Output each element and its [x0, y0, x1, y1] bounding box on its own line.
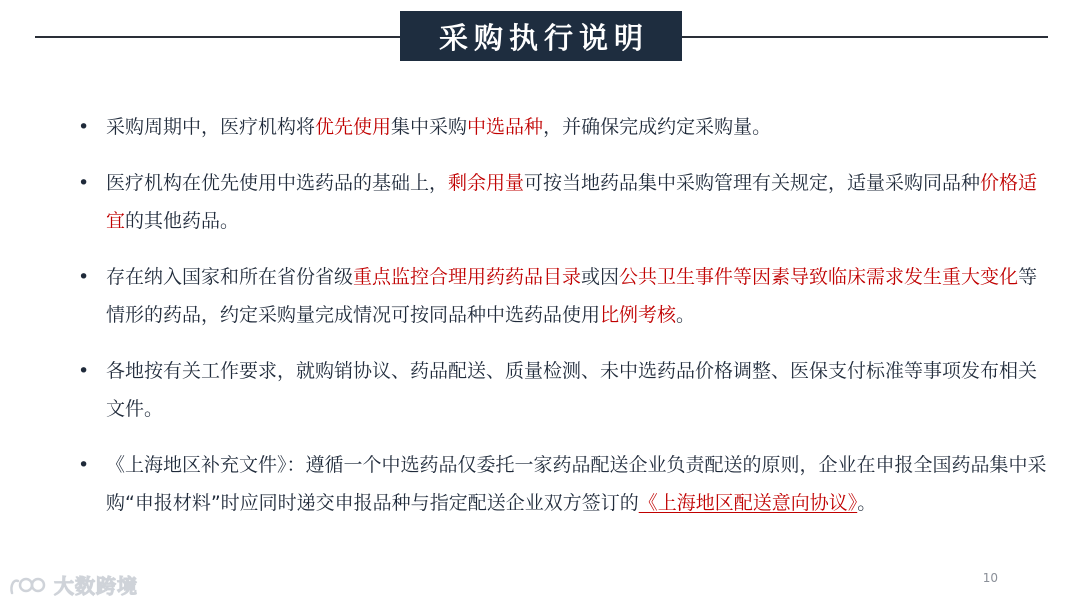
bullet-text: [106, 164, 1053, 240]
slide-title: [400, 11, 682, 61]
text-segment: 各地按有关工作要求，就购销协议、药品配送、质量检测、未中选药品价格调整、医保支付标准等事项发布相关文件。: [106, 360, 1038, 420]
bullet-text: [106, 258, 1053, 334]
text-segment: 。: [676, 304, 696, 326]
bullet-text: [106, 446, 1053, 522]
bullet-item-5: [78, 446, 1053, 522]
bullet-dot: •: [78, 172, 90, 194]
text-segment: 或因: [581, 266, 620, 288]
bullet-list: [78, 108, 1053, 540]
highlight-segment: 公共卫生事件等因素导致临床需求发生重大变化: [619, 266, 1019, 288]
bullet-item-1: [78, 108, 1053, 146]
highlight-segment: 剩余用量: [448, 172, 525, 194]
header-rule-right: [678, 36, 1048, 38]
bullet-item-3: [78, 258, 1053, 334]
text-segment: 等情形的药品，约定采购量完成情况可按同品种中选药品使用: [106, 266, 1038, 326]
text-segment: 存在纳入国家和所在省份省级: [106, 266, 354, 288]
text-segment: 采购周期中，医疗机构将: [106, 116, 316, 138]
highlight-segment: 重点监控合理用药药品目录: [353, 266, 582, 288]
text-segment: 医疗机构在优先使用中选药品的基础上，: [106, 172, 449, 194]
bullet-dot: •: [78, 116, 90, 138]
bullet-dot: •: [78, 360, 90, 382]
bullet-item-2: [78, 164, 1053, 240]
bullet-dot: •: [78, 454, 90, 476]
text-segment: ，并确保完成约定采购量。: [543, 116, 772, 138]
page-number: 10: [982, 571, 998, 585]
watermark: [8, 570, 138, 599]
highlight-segment: 优先使用: [315, 116, 392, 138]
text-segment: 可按当地药品集中采购管理有关规定，适量采购同品种: [524, 172, 981, 194]
text-segment: 。: [857, 492, 877, 514]
watermark-logo-icon: [8, 573, 48, 597]
header-rule-left: [35, 36, 405, 38]
text-segment: 《上海地区补充文件》：遵循一个中选药品仅委托一家药品配送企业负责配送的原则，企业在申报全国药品集中采购“申报材料”时应同时递交申报品种与指定配送企业双方签订的: [106, 454, 1047, 514]
bullet-text: [106, 352, 1053, 428]
highlight-segment: 价格适宜: [106, 172, 1038, 232]
slide-title-text: 采购执行说明: [438, 20, 649, 55]
bullet-dot: •: [78, 266, 90, 288]
bullet-item-4: [78, 352, 1053, 428]
agreement-link[interactable]: 《上海地区配送意向协议》: [638, 492, 858, 514]
watermark-text: 大数跨境: [54, 574, 138, 598]
text-segment: 集中采购: [391, 116, 468, 138]
highlight-segment: 中选品种: [467, 116, 544, 138]
bullet-text: [106, 108, 1053, 146]
highlight-segment: 比例考核: [600, 304, 677, 326]
text-segment: 的其他药品。: [125, 210, 240, 232]
